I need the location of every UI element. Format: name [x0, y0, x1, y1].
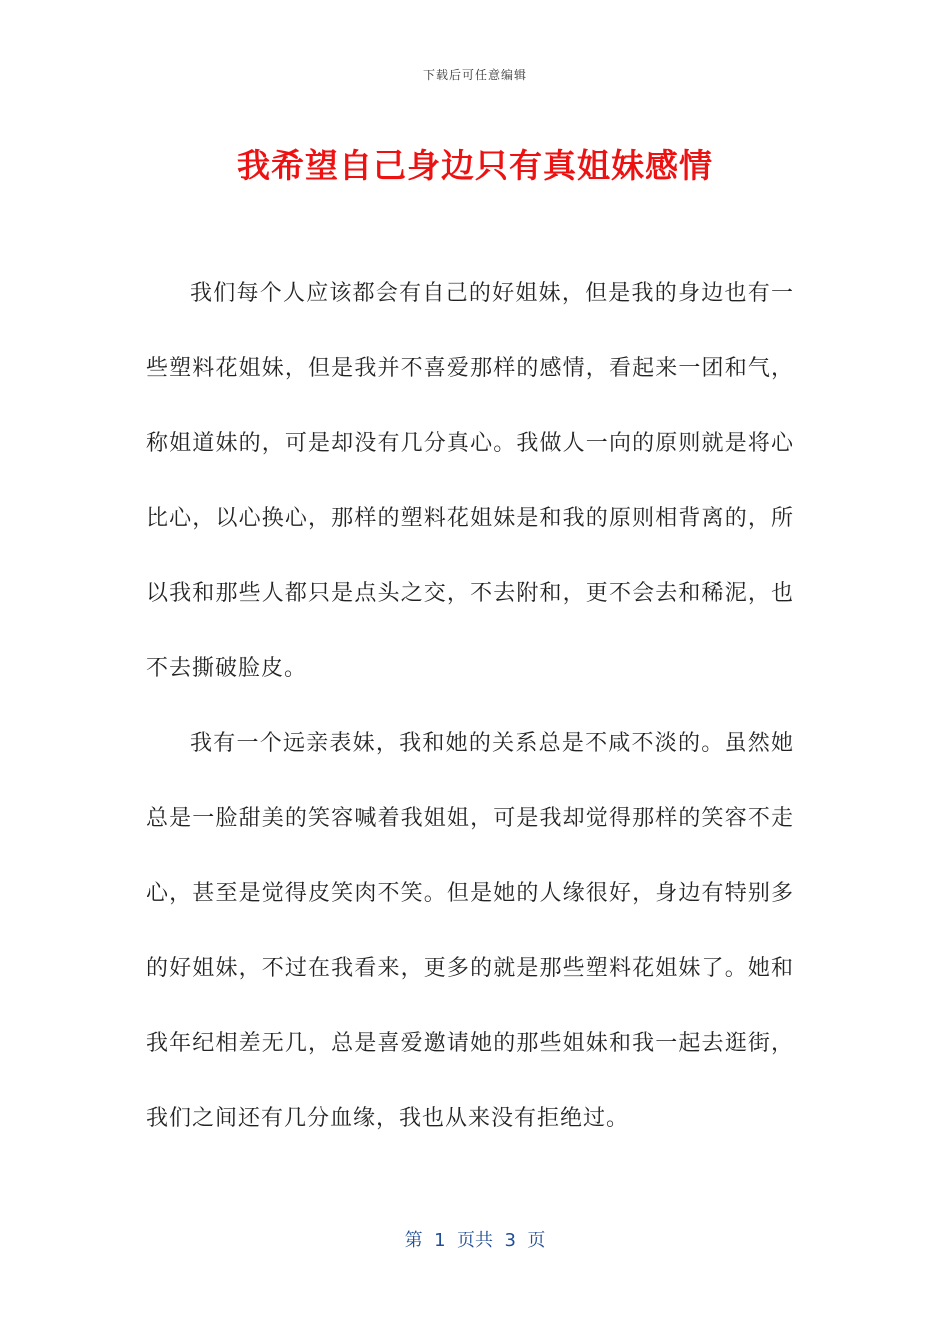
page-number-footer: 第 1 页共 3 页 [404, 1230, 546, 1251]
paragraph-1: 我们每个人应该都会有自己的好姐妹，但是我的身边也有一些塑料花姐妹，但是我并不喜爱那样的感情，看起来一团和气，称姐道妹的，可是却没有几分真心。我做人一向的原则就是将心比心，以心换心，那样的塑料花姐妹是和我的原则相背离的，所以我和那些人都只是点头之交，不去附和，更不会去和稀泥，也不去撕破脸皮。 [146, 281, 794, 681]
page-header-note: 下载后可任意编辑 [422, 68, 527, 82]
paragraph-2: 我有一个远亲表妹，我和她的关系总是不咸不淡的。虽然她总是一脸甜美的笑容喊着我姐姐，可是我却觉得那样的笑容不走心，甚至是觉得皮笑肉不笑。但是她的人缘很好，身边有特别多的好姐妹，不过在我看来，更多的就是那些塑料花姐妹了。她和我年纪相差无几，总是喜爱邀请她的那些姐妹和我一起去逛街，我们之间还有几分血缘，我也从来没有拒绝过。 [146, 731, 794, 1131]
document-title: 我希望自己身边只有真姐妹感情 [237, 146, 713, 185]
document-body [146, 256, 794, 1156]
